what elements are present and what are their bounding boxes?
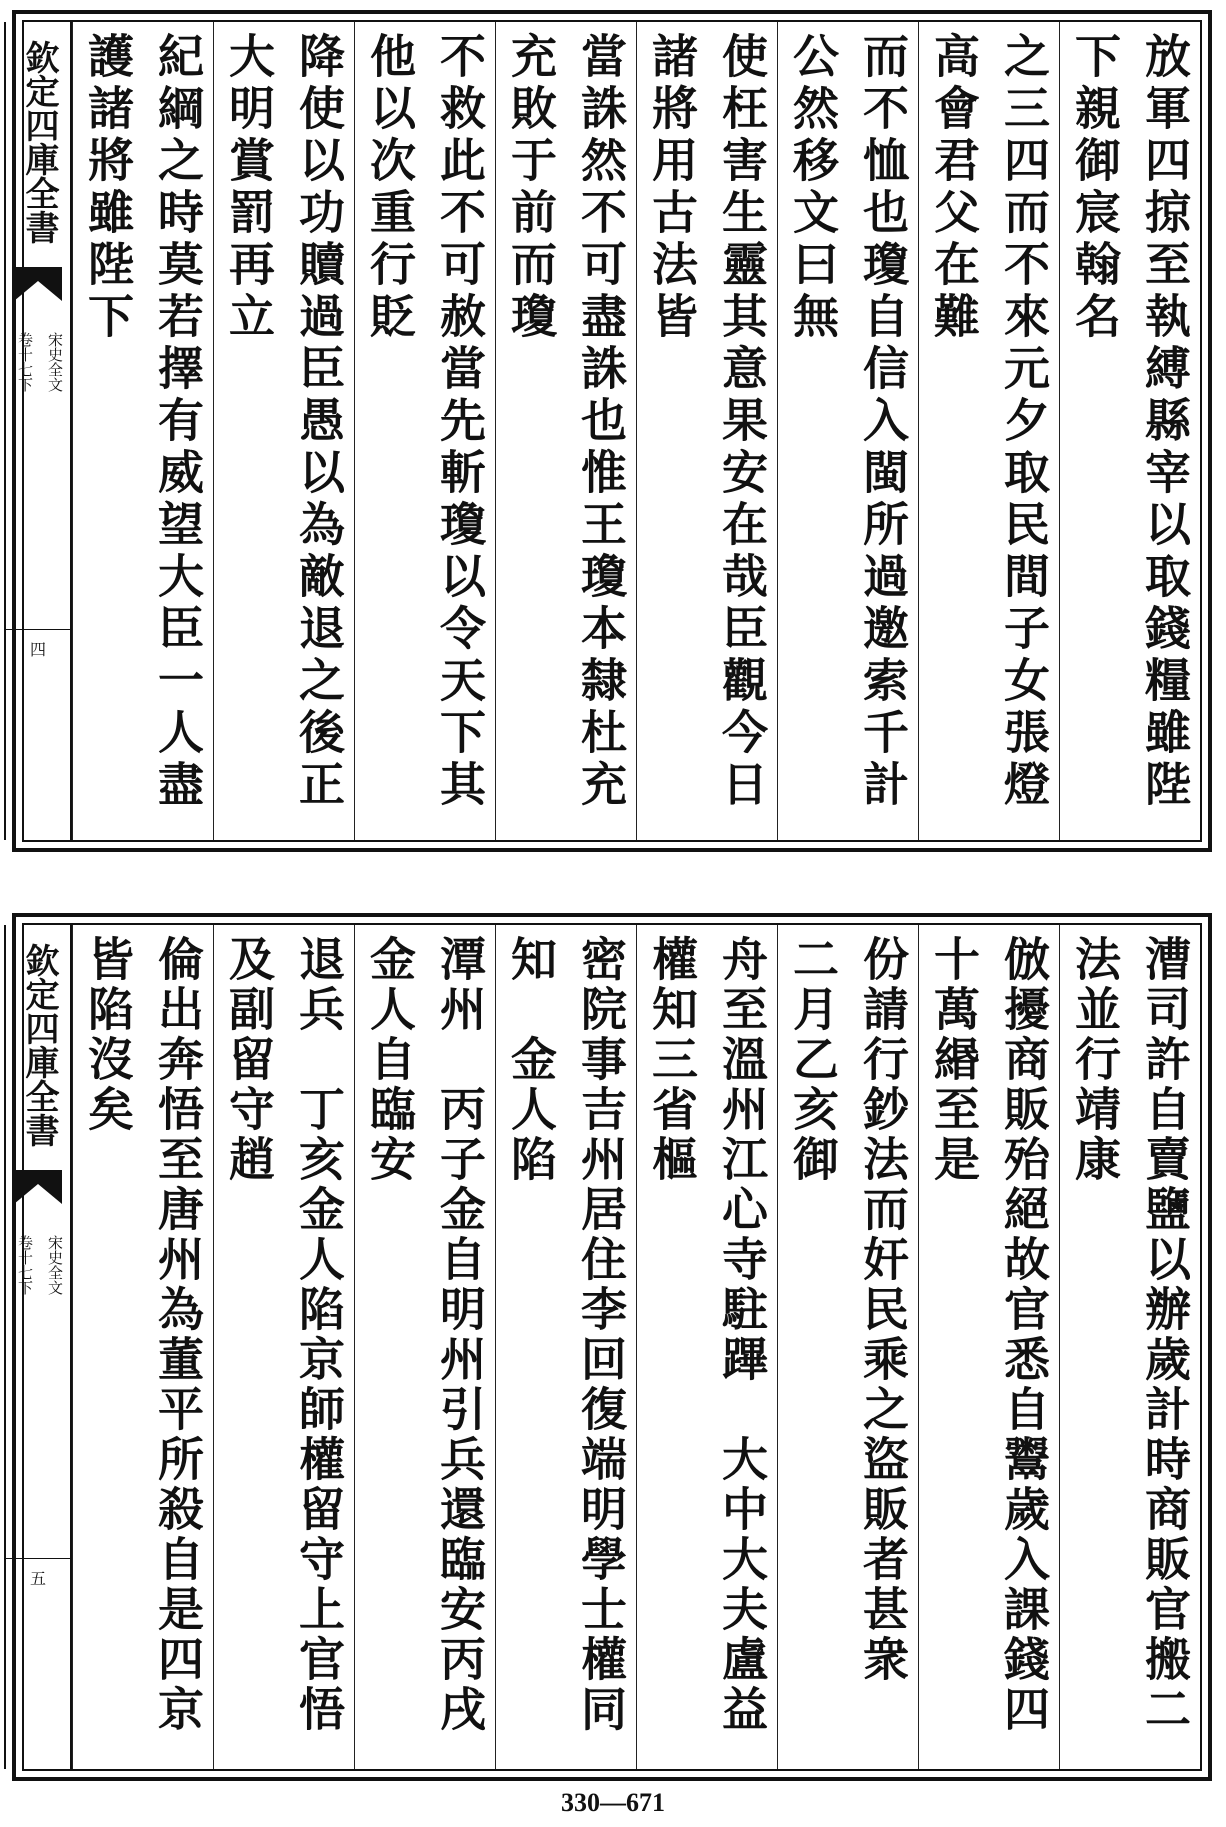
text-column: 舟至溫州江心寺駐蹕 大中大夫盧益權知三省樞 (636, 925, 777, 1769)
center-fold-column (4, 22, 72, 840)
text-column: 退兵 丁亥金人陷京師權留守上官悟及副留守趙 (213, 925, 354, 1769)
bottom-page-text-frame (16, 923, 1202, 1771)
text-column: 倫出奔悟至唐州為董平所殺自是四京皆陷沒矣 (72, 925, 213, 1769)
text-column: 漕司許自賣鹽以辦歲計時商販官搬二法並行靖康 (1059, 925, 1200, 1769)
volume-label: 卷十七下 (16, 332, 34, 392)
text-column: 當誅然不可盡誅也惟王瓊本隸杜充充敗于前而瓊 (495, 22, 636, 840)
text-column: 放軍四掠至執縛縣宰以取錢糧雖陛下親御宸翰名 (1059, 22, 1200, 840)
library-title: 欽定四庫全書 (19, 40, 59, 244)
page-number: 五 (29, 1569, 46, 1588)
divider (6, 629, 70, 630)
page-number: 四 (29, 640, 46, 659)
book-title: 宋史全文 (46, 332, 64, 392)
library-title: 欽定四庫全書 (19, 943, 59, 1147)
divider (6, 1558, 70, 1559)
text-column: 倣擾商販殆絕故官悉自鬻歲入課錢四十萬緡至是 (918, 925, 1059, 1769)
top-page-text-frame (16, 20, 1202, 842)
book-title: 宋史全文 (46, 1235, 64, 1295)
fish-tail-mark-icon (14, 267, 62, 301)
text-column: 使枉害生靈其意果安在哉臣觀今日諸將用古法皆 (636, 22, 777, 840)
volume-label: 卷十七下 (16, 1235, 34, 1295)
center-fold-column (4, 925, 72, 1769)
text-column: 密院事吉州居住李回復端明學士權同知 金人陷 (495, 925, 636, 1769)
text-column: 份請行鈔法而奸民乘之盜販者甚衆 二月乙亥御 (777, 925, 918, 1769)
page-footer-number: 330—671 (561, 1788, 665, 1817)
text-column: 潭州 丙子金自明州引兵還臨安丙戌金人自臨安 (354, 925, 495, 1769)
text-column: 之三四而不來元夕取民間子女張燈高會君父在難 (918, 22, 1059, 840)
book-and-volume-label (6, 1235, 70, 1375)
text-column: 不救此不可赦當先斬瓊以令天下其他以次重行貶 (354, 22, 495, 840)
text-column: 降使以功贖過臣愚以為敵退之後正大明賞罰再立 (213, 22, 354, 840)
book-and-volume-label (6, 332, 70, 472)
fish-tail-mark-icon (14, 1170, 62, 1204)
bottom-page (12, 913, 1212, 1781)
top-page (12, 10, 1212, 852)
text-column: 而不恤也瓊自信入閩所過邀索千計公然移文曰無 (777, 22, 918, 840)
text-column: 紀綱之時莫若擇有威望大臣一人盡護諸將雖陛下 (72, 22, 213, 840)
